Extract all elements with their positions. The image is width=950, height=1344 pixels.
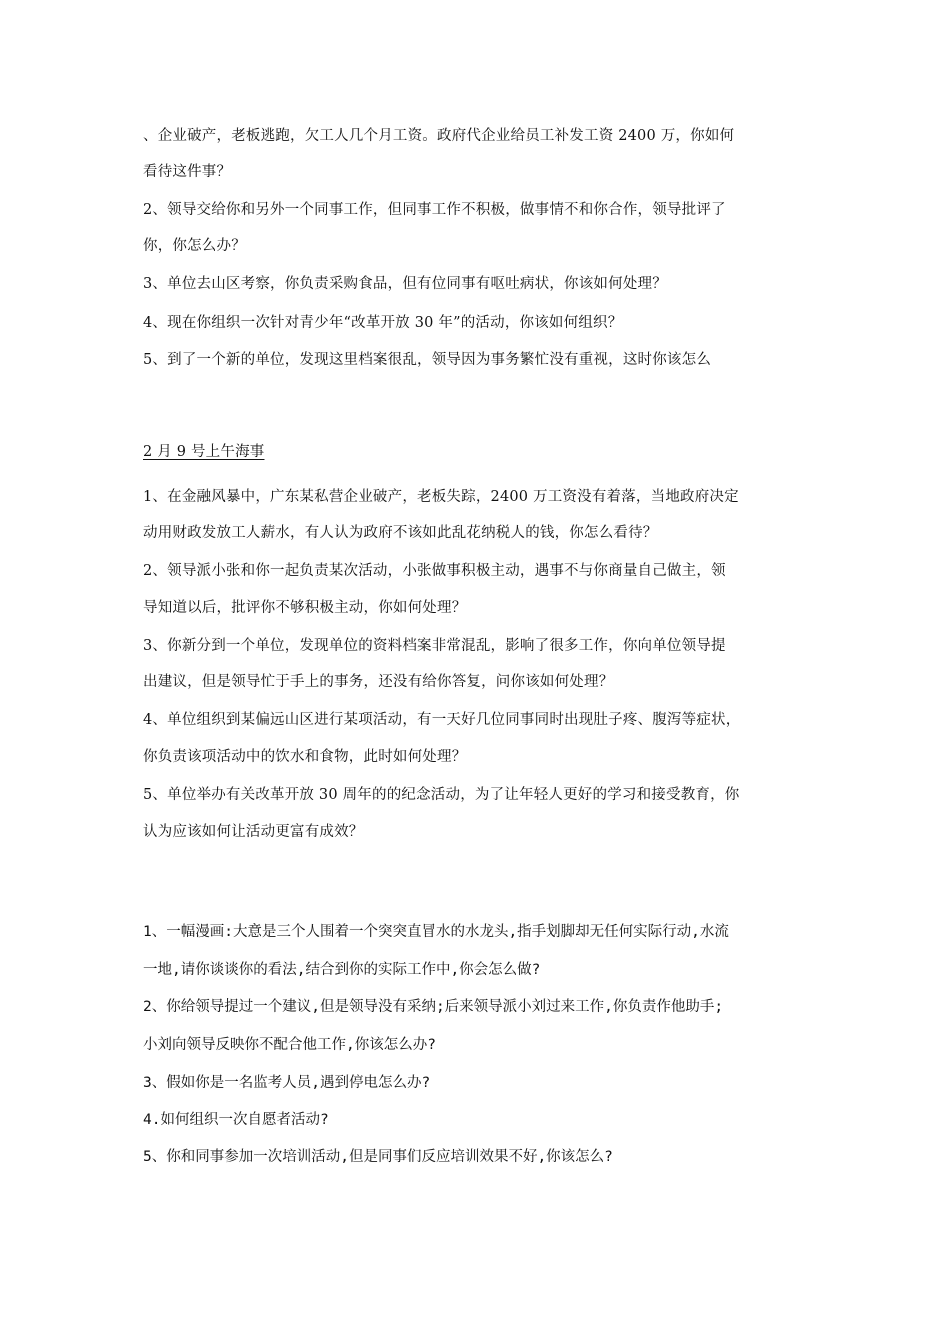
text-line: 2、你给领导提过一个建议,但是领导没有采纳;后来领导派小刘过来工作,你负责作他助手; bbox=[143, 999, 724, 1015]
text-line: 5、单位举办有关改革开放 30 周年的的纪念活动，为了让年轻人更好的学习和接受教育，你 bbox=[143, 787, 740, 803]
text-line: 、企业破产，老板逃跑，欠工人几个月工资。政府代企业给员工补发工资 2400 万，你如何 bbox=[143, 128, 735, 144]
text-line: 4.如何组织一次自愿者活动? bbox=[143, 1112, 329, 1128]
text-line: 5、到了一个新的单位，发现这里档案很乱，领导因为事务繁忙没有重视，这时你该怎么 bbox=[143, 352, 712, 368]
text-line: 出建议，但是领导忙于手上的事务，还没有给你答复，问你该如何处理？ bbox=[143, 674, 614, 690]
text-line: 3、假如你是一名监考人员,遇到停电怎么办? bbox=[143, 1075, 431, 1091]
text-line: 小刘向领导反映你不配合他工作,你该怎么办? bbox=[143, 1037, 436, 1053]
text-line: 3、单位去山区考察，你负责采购食品，但有位同事有呕吐病状，你该如何处理？ bbox=[143, 276, 667, 292]
text-line: 认为应该如何让活动更富有成效？ bbox=[143, 824, 364, 840]
text-line: 一地,请你谈谈你的看法,结合到你的实际工作中,你会怎么做? bbox=[143, 962, 541, 978]
text-line: 3、你新分到一个单位，发现单位的资料档案非常混乱，影响了很多工作，你向单位领导提 bbox=[143, 638, 726, 654]
section-heading: 2 月 9 号上午海事 bbox=[143, 444, 265, 460]
text-line: 2、领导派小张和你一起负责某次活动，小张做事积极主动，遇事不与你商量自己做主，领 bbox=[143, 563, 726, 579]
text-line: 1、在金融风暴中，广东某私营企业破产，老板失踪，2400 万工资没有着落，当地政府决定 bbox=[143, 489, 739, 505]
text-line: 导知道以后，批评你不够积极主动，你如何处理？ bbox=[143, 600, 467, 616]
text-line: 2、领导交给你和另外一个同事工作，但同事工作不积极，做事情不和你合作，领导批评了 bbox=[143, 202, 726, 218]
text-line: 1、一幅漫画:大意是三个人围着一个突突直冒水的水龙头,指手划脚却无任何实际行动,水流 bbox=[143, 924, 729, 940]
text-line: 5、你和同事参加一次培训活动,但是同事们反应培训效果不好,你该怎么? bbox=[143, 1149, 613, 1165]
text-line: 4、单位组织到某偏远山区进行某项活动，有一天好几位同事同时出现肚子疼、腹泻等症状， bbox=[143, 712, 741, 728]
text-line: 你，你怎么办？ bbox=[143, 238, 246, 254]
text-line: 动用财政发放工人薪水，有人认为政府不该如此乱花纳税人的钱，你怎么看待？ bbox=[143, 525, 658, 541]
text-line: 4、现在你组织一次针对青少年“改革开放 30 年”的活动，你该如何组织？ bbox=[143, 315, 623, 331]
text-line: 看待这件事？ bbox=[143, 164, 232, 180]
text-line: 你负责该项活动中的饮水和食物，此时如何处理？ bbox=[143, 749, 467, 765]
